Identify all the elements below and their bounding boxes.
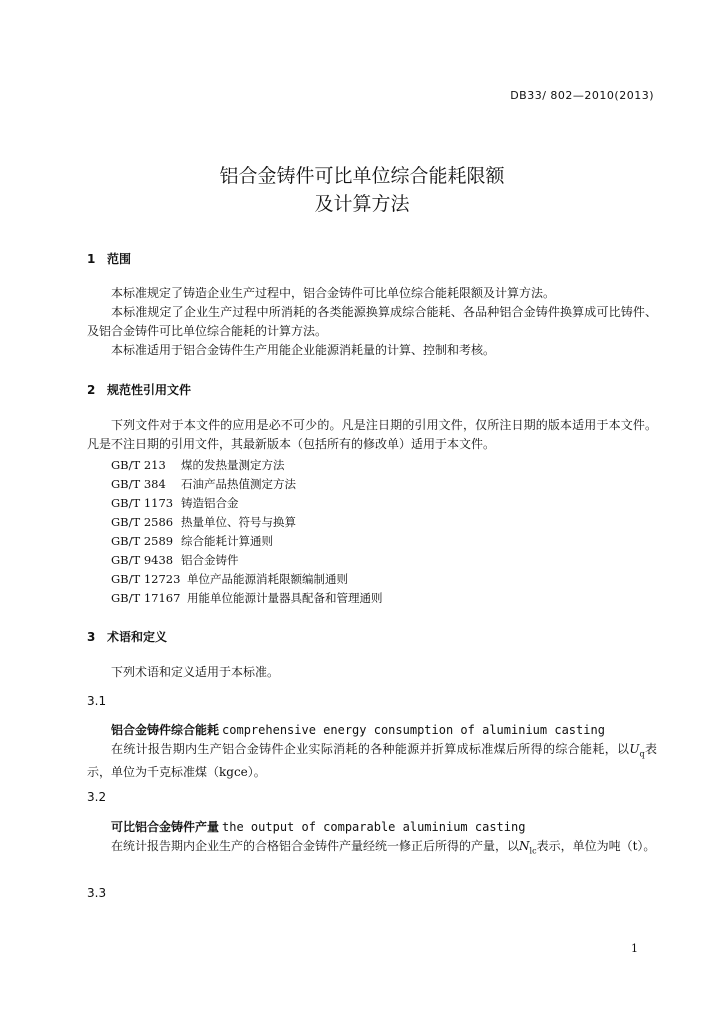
- document-title-line1: 铝合金铸件可比单位综合能耗限额: [219, 165, 505, 187]
- section-number: 3: [87, 630, 96, 644]
- reference-item: GB/T 2589 综合能耗计算通则: [111, 534, 273, 548]
- term-3-2: [111, 818, 525, 835]
- reference-item: GB/T 213 煤的发热量测定方法: [111, 458, 285, 472]
- reference-item: GB/T 9438 铝合金铸件: [111, 553, 239, 567]
- term-chinese: 可比铝合金铸件产量: [111, 820, 220, 834]
- term-english: the output of comparable aluminium casting: [222, 820, 526, 834]
- page-number: 1: [631, 942, 638, 955]
- section-2-intro: 下列文件对于本文件的应用是必不可少的。凡是注日期的引用文件，仅所注日期的版本适用于本文件。凡是不注日期的引用文件，其最新版本（包括所有的修改单）适用于本文件。: [87, 418, 657, 451]
- section-1-paragraph-3: 本标准适用于铝合金铸件生产用能企业能源消耗量的计算、控制和考核。: [111, 343, 496, 357]
- reference-item: GB/T 12723 单位产品能源消耗限额编制通则: [111, 572, 348, 586]
- term-3-1: [111, 721, 605, 738]
- term-3-2-definition: 在统计报告期内企业生产的合格铝合金铸件产量经统一修正后所得的产量，以$N_{lc}$表示，单位为吨（t）。: [111, 839, 656, 856]
- section-number: 2: [87, 383, 96, 397]
- section-number: 1: [87, 252, 96, 266]
- section-1-paragraph-1: 本标准规定了铸造企业生产过程中，铝合金铸件可比单位综合能耗限额及计算方法。: [111, 286, 556, 300]
- document-id: DB33/ 802—2010(2013): [510, 89, 654, 102]
- term-chinese: 铝合金铸件综合能耗: [111, 723, 220, 737]
- section-1-heading: [87, 250, 131, 267]
- section-3-intro: 下列术语和定义适用于本标准。: [111, 665, 280, 679]
- reference-item: GB/T 384 石油产品热值测定方法: [111, 477, 296, 491]
- section-3-heading: [87, 628, 167, 645]
- subsection-3-3-number: 3.3: [87, 886, 107, 900]
- document-title-line2: 及计算方法: [314, 193, 410, 215]
- section-1-paragraph-2: 本标准规定了企业生产过程中所消耗的各类能源换算成综合能耗、各品种铝合金铸件换算成可比铸件、及铝合金铸件可比单位综合能耗的计算方法。: [87, 305, 657, 338]
- section-title: 规范性引用文件: [107, 383, 192, 397]
- subsection-3-2-number: 3.2: [87, 790, 107, 804]
- reference-item: GB/T 1173 铸造铝合金: [111, 496, 239, 510]
- reference-item: GB/T 17167 用能单位能源计量器具配备和管理通则: [111, 591, 383, 605]
- term-3-1-definition: 在统计报告期内生产铝合金铸件企业实际消耗的各种能源并折算成标准煤后所得的综合能耗，以$U_q$表示，单位为千克标准煤（kgce）。: [87, 742, 657, 780]
- section-title: 术语和定义: [107, 630, 168, 644]
- reference-item: GB/T 2586 热量单位、符号与换算: [111, 515, 296, 529]
- term-english: comprehensive energy consumption of aluminium casting: [222, 723, 605, 737]
- subsection-3-1-number: 3.1: [87, 694, 107, 708]
- section-2-heading: [87, 381, 191, 398]
- section-title: 范围: [107, 252, 132, 266]
